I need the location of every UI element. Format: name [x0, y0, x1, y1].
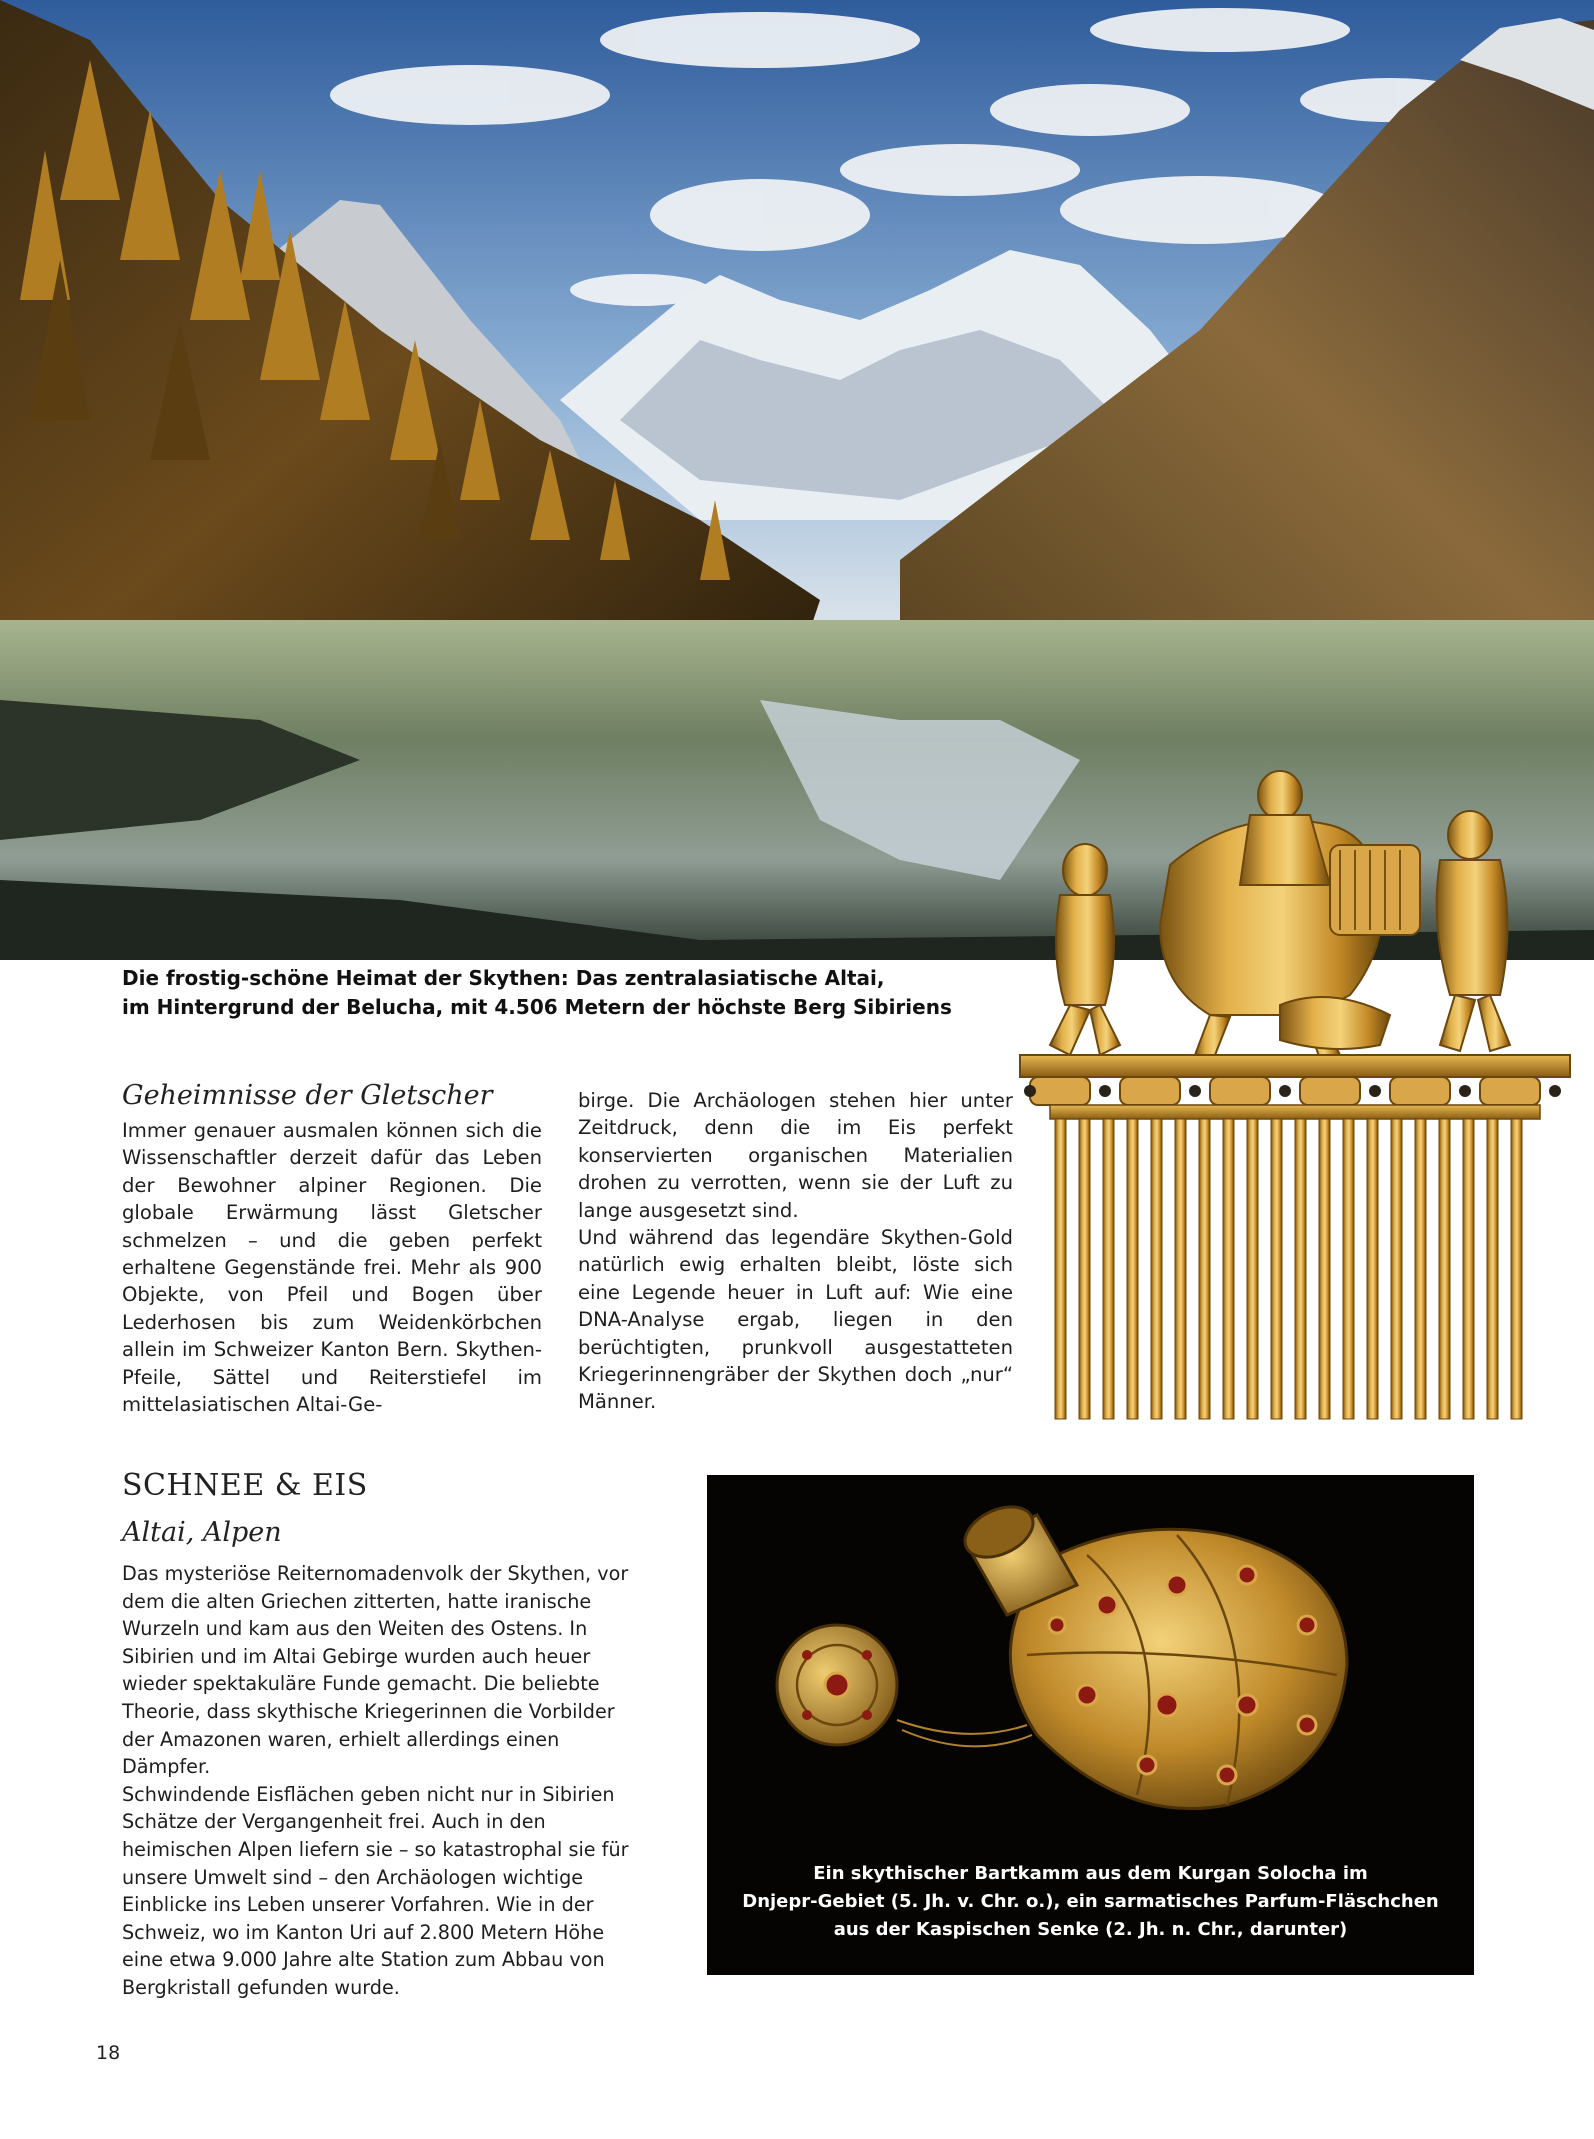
article-gletscher-heading: Geheimnisse der Gletscher	[122, 1080, 493, 1111]
perfume-caption	[707, 1860, 1474, 1944]
section-subtitle: Altai, Alpen	[122, 1517, 282, 1548]
perfume-caption-line-2: Dnjepr-Gebiet (5. Jh. v. Chr. o.), ein sarmatisches Parfum-Fläschchen	[742, 1891, 1439, 1912]
perfume-caption-line-1: Ein skythischer Bartkamm aus dem Kurgan Solocha im	[813, 1863, 1368, 1884]
article-gletscher-col2-paragraph-2: Und während das legendäre Skythen-Gold natürlich ewig erhalten bleibt, löste sich eine Legende heuer in Luft auf: Wie eine DNA-Analyse ergab, liegen in den berüchtigten, prunkvoll ausgestatteten Kriegerinnengräber der Skythen doch „nur“ Männer.	[578, 1226, 1013, 1414]
section-title: SCHNEE & EIS	[122, 1468, 368, 1503]
article-schnee-eis-paragraph-1: Das mysteriöse Reiternomadenvolk der Skythen, vor dem die alten Griechen zitterten, hatte iranische Wurzeln und kam aus den Weiten des Ostens. In Sibirien und im Altai Gebirge wurden auch heuer wieder spektakuläre Funde gemacht. Die beliebte Theorie, dass skythische Kriegerinnen die Vorbilder der Amazonen waren, erhielt allerdings einen Dämpfer.	[122, 1562, 629, 1779]
article-gletscher-column-1	[122, 1080, 542, 1418]
hero-caption-line-2: im Hintergrund der Belucha, mit 4.506 Metern der höchste Berg Sibiriens	[122, 995, 952, 1019]
article-gletscher-col1-paragraph: Immer genauer ausmalen können sich die Wissenschaftler derzeit dafür das Leben der Bewohner alpiner Regionen. Die globale Erwärmung lässt Gletscher schmelzen – und die geben perfekt erhaltene Gegenstände frei. Mehr als 900 Objekte, von Pfeil und Bogen über Lederhosen bis zum Weidenkörbchen allein im Schweizer Kanton Bern. Skythen-Pfeile, Sättel und Reiterstiefel im mittelasiatischen Altai-Ge-	[122, 1119, 542, 1417]
perfume-caption-line-3: aus der Kaspischen Senke (2. Jh. n. Chr., darunter)	[833, 1919, 1348, 1940]
hero-caption	[122, 964, 1022, 1022]
article-gletscher-column-2	[578, 1087, 1013, 1416]
page-number: 18	[96, 2042, 121, 2064]
article-gletscher-col1-text	[122, 1117, 542, 1418]
article-schnee-eis-paragraph-2: Schwindende Eisflächen geben nicht nur in Sibirien Schätze der Vergangenheit frei. Auch in den heimischen Alpen liefern sie – so katastrophal sie für unsere Umwelt sind – den Archäologen wichtige Einblicke ins Leben unserer Vorfahren. Wie in der Schweiz, wo im Kanton Uri auf 2.800 Metern Höhe eine etwa 9.000 Jahre alte Station zum Abbau von Bergkristall gefunden wurde.	[122, 1782, 629, 1999]
perfume-bottle-photo	[707, 1475, 1474, 1975]
scythian-gold-comb-illustration	[1010, 755, 1580, 1435]
article-schnee-eis-text	[122, 1560, 642, 2002]
article-gletscher-col2-paragraph-1: birge. Die Archäologen stehen hier unter Zeitdruck, denn die im Eis perfekt konservierten organischen Materialien drohen zu verrotten, wenn sie der Luft zu lange ausgesetzt sind.	[578, 1089, 1013, 1222]
hero-caption-line-1: Die frostig-schöne Heimat der Skythen: Das zentralasiatische Altai,	[122, 966, 885, 990]
golden-comb-photo	[1010, 755, 1580, 1435]
